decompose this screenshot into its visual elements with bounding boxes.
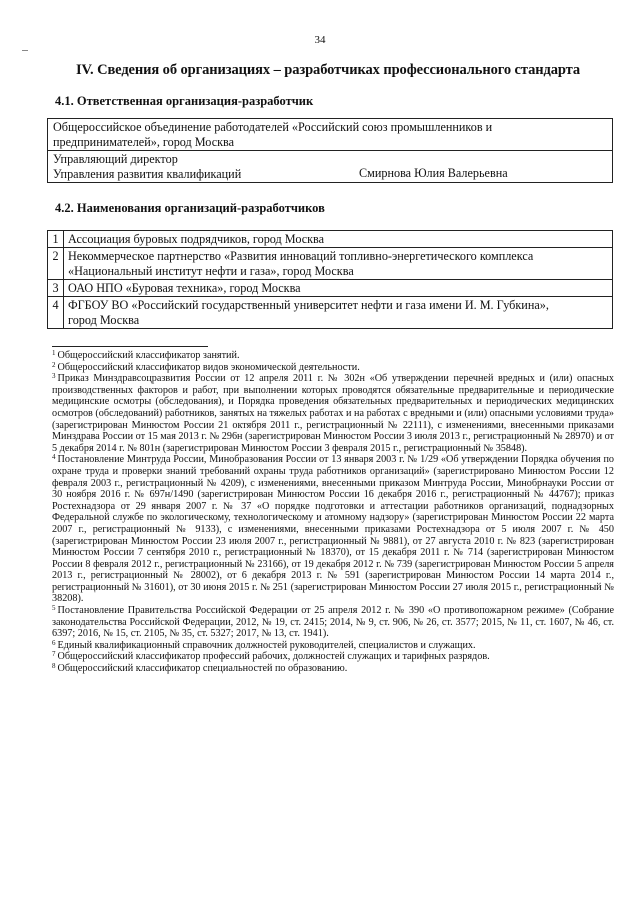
org-name-line-1: ФГБОУ ВО «Российский государственный университет нефти и газа имени И. М. Губкина», xyxy=(68,298,549,312)
org-name-line-2: город Москва xyxy=(68,313,140,327)
footnote xyxy=(52,350,614,362)
footnote-mark: 2 xyxy=(52,360,56,369)
row-number: 3 xyxy=(48,280,64,297)
footnote-mark: 4 xyxy=(52,453,56,462)
footnote xyxy=(52,663,614,675)
table-row xyxy=(48,280,613,297)
footnote-text: Общероссийский классификатор специальностей по образованию. xyxy=(57,663,348,675)
org-name-line-2: «Национальный институт нефти и газа», город Москва xyxy=(68,264,354,278)
footnote-mark: 6 xyxy=(52,638,56,647)
org-name xyxy=(64,280,613,297)
org-name xyxy=(64,248,613,280)
manager-position-line-1: Управляющий директор xyxy=(53,152,178,166)
org-name-line-1: Ассоциация буровых подрядчиков, город Москва xyxy=(68,232,325,246)
footnote-text: Постановление Минтруда России, Минобразования России от 13 января 2003 г. № 1/29 «Об утверждении Порядка обучения по охране труда и проверки знаний требований охраны труда работников организаций» (зарегистрировано Минюстом России 12 февраля 2003 г., регистрационный № 4209), с изменениями, внесенными приказом Минтруда России, Минобрнауки России от 30 ноября 2016 г. № 697н/1490 (зарегистрирован Минюстом России 16 декабря 2016 г., регистрационный № 44767); приказ Ростехнадзора от 29 января 2007 г. № 37 «О порядке подготовки и аттестации работников организаций, поднадзорных Федеральной службе по экологическому, технологическому и атомному надзору» (зарегистрирован Минюстом России 22 марта 2007 г., регистрационный № 9133), с изменениями, внесенными приказами Ростехнадзора от 5 июля 2007 г. № 450 (зарегистрирован Минюстом России 23 июля 2007 г., регистрационный № 9881), от 27 августа 2010 г. № 823 (зарегистрирован Минюстом России 7 сентября 2010 г., регистрационный № 18370), от 15 декабря 2011 г. № 714 (зарегистрирован Минюстом России 8 февраля 2012 г., регистрационный № 23166), от 19 декабря 2012 г. № 739 (зарегистрирован Минюстом России 5 апреля 2013 г., регистрационный № 28002), от 6 декабря 2013 г. № 591 (зарегистрирован Минюстом России 14 марта 2014 г., регистрационный № 31601), от 30 июня 2015 г. № 251 (зарегистрирован Минюстом России 27 июля 2015 г., регистрационный № 38208). xyxy=(52,454,614,605)
footnote xyxy=(52,651,614,663)
responsible-org-row xyxy=(48,119,613,151)
org-name-line-2: предпринимателей», город Москва xyxy=(53,135,235,149)
footnote-mark: 3 xyxy=(52,372,56,381)
responsible-org-heading: 4.1. Ответственная организация-разработчик xyxy=(55,94,314,108)
footnote-text: Общероссийский классификатор занятий. xyxy=(57,350,240,361)
footnote-text: Общероссийский классификатор видов экономической деятельности. xyxy=(57,361,360,373)
manager-name: Смирнова Юлия Валерьевна xyxy=(359,166,508,180)
org-name xyxy=(64,231,613,248)
section-title: IV. Сведения об организациях – разработчиках профессионального стандарта xyxy=(75,62,581,78)
developer-orgs-heading: 4.2. Наименования организаций-разработчиков xyxy=(55,201,325,215)
developer-orgs-table xyxy=(47,230,613,329)
page-number: 34 xyxy=(314,34,326,46)
row-number: 4 xyxy=(48,297,64,329)
footnote-mark: 1 xyxy=(52,349,56,357)
footnote xyxy=(52,362,614,374)
footnotes xyxy=(52,350,614,675)
footnote xyxy=(52,605,614,640)
org-name xyxy=(64,297,613,329)
table-row xyxy=(48,297,613,329)
footnote-text: Общероссийский классификатор профессий рабочих, должностей служащих и тарифных разрядов. xyxy=(57,651,490,663)
responsible-org-table xyxy=(47,118,613,183)
footnote xyxy=(52,454,614,605)
footnote-text: Постановление Правительства Российской Федерации от 25 апреля 2012 г. № 390 «О противопожарном режиме» (Собрание законодательства Российской Федерации, 2012, № 19, ст. 2415; 2014, № 9, ст. 906, № 26, ст. 3577; 2015, № 11, ст. 1607, № 46, ст. 6397; 2016, № 15, ст. 2105, № 35, ст. 5327; 2017, № 13, ст. 1941). xyxy=(52,605,614,640)
footnote-mark: 5 xyxy=(52,604,56,613)
table-row xyxy=(48,248,613,280)
footnote-mark: 7 xyxy=(52,650,56,659)
responsible-org-cell xyxy=(48,119,613,151)
table-row xyxy=(48,231,613,248)
manager-position-line-2: Управления развития квалификаций xyxy=(53,167,242,181)
org-name-line-1: ОАО НПО «Буровая техника», город Москва xyxy=(68,281,301,295)
footnote-mark: 8 xyxy=(52,662,56,671)
row-number: 1 xyxy=(48,231,64,248)
row-number: 2 xyxy=(48,248,64,280)
footnote xyxy=(52,640,614,652)
org-name-line-1: Некоммерческое партнерство «Развития инноваций топливно-энергетического комплекса xyxy=(68,249,534,263)
manager-row xyxy=(48,151,613,183)
org-name-line-1: Общероссийское объединение работодателей «Российский союз промышленников и xyxy=(53,120,493,134)
footnote-text: Приказ Минздравсоцразвития России от 12 апреля 2011 г. № 302н «Об утверждении перечней вредных и (или) опасных производственных факторов и работ, при выполнении которых проводятся обязательные предварительные и периодические медицинские осмотры (обследования), и Порядка проведения обязательных предварительных и периодических медицинских осмотров (обследований) работников, занятых на тяжелых работах и на работах с вредными и (или) опасными условиями труда» (зарегистрирован Минюстом России 21 октября 2011 г., регистрационный № 22111), с изменениями, внесенными приказами Минздрава России от 15 мая 2013 г. № 296н (зарегистрирован Минюстом России 3 июля 2013 г., регистрационный № 28970) и от 5 декабря 2014 г. № 801н (зарегистрирован Минюстом России 3 февраля 2015 г., регистрационный № 35848). xyxy=(52,373,614,454)
manager-cell xyxy=(48,151,613,183)
scan-mark xyxy=(22,50,28,51)
footnote xyxy=(52,373,614,454)
footnote-separator xyxy=(52,346,208,347)
footnote-text: Единый квалификационный справочник должностей руководителей, специалистов и служащих. xyxy=(57,639,476,651)
